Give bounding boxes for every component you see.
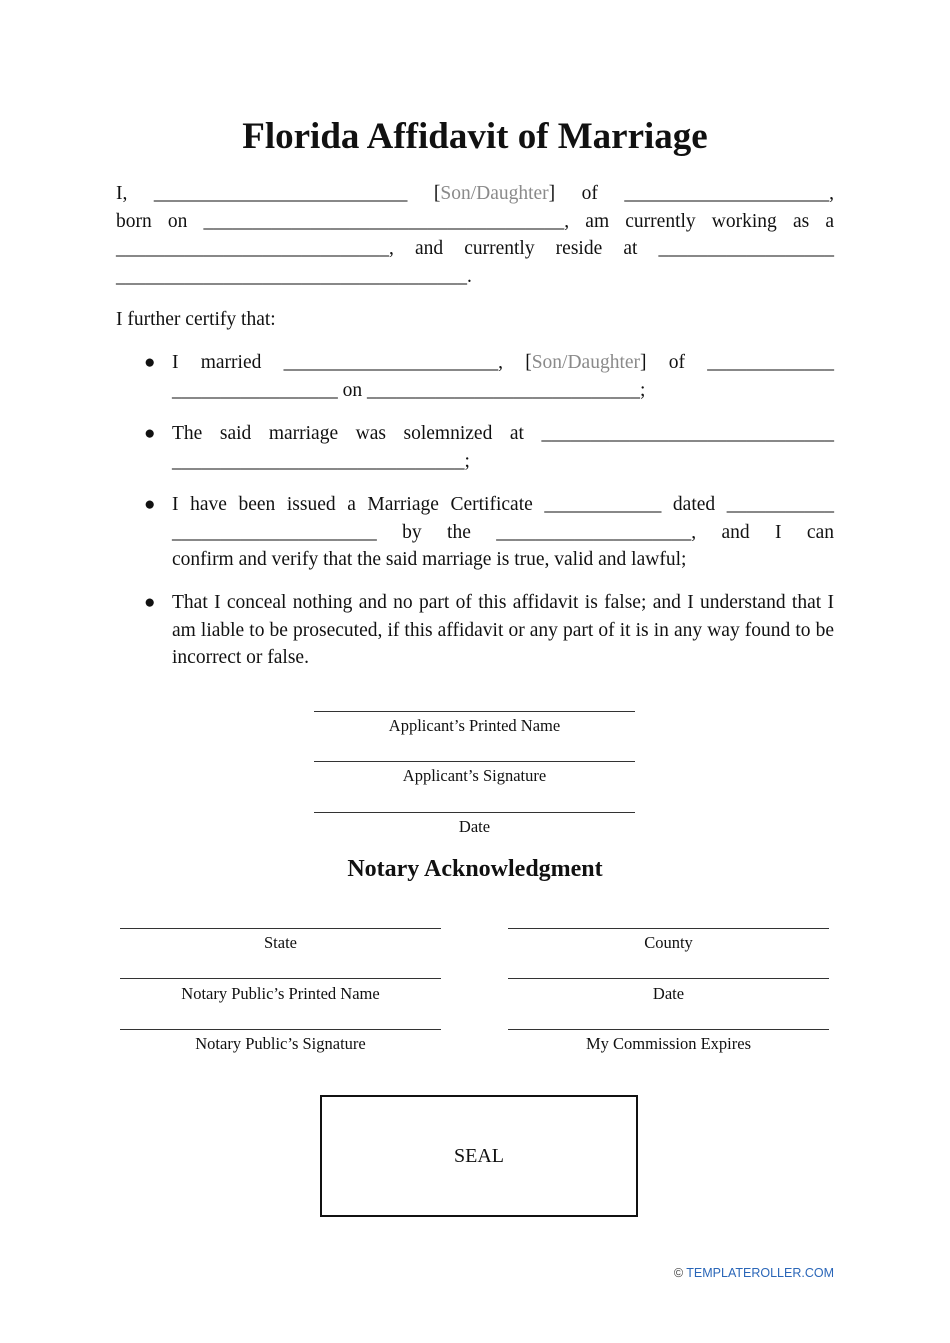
- notary-date-line[interactable]: [508, 978, 829, 979]
- notary-county-line[interactable]: [508, 928, 829, 929]
- applicant-date-line[interactable]: [314, 812, 635, 813]
- notary-printed-name-line[interactable]: [120, 978, 441, 979]
- notary-state-label: State: [264, 933, 297, 952]
- intro-line-4: ____________________________________.: [116, 265, 472, 287]
- seal-box: [320, 1095, 638, 1217]
- notary-date-label: Date: [652, 984, 685, 1003]
- bullet-icon: ●: [144, 592, 156, 613]
- notary-commission-label: My Commission Expires: [585, 1034, 751, 1053]
- bullet-solemnized: The said marriage was solemnized at ______________________________ ______________________________;: [172, 423, 834, 472]
- bullet-conceal-nothing: That I conceal nothing and no part of this affidavit is false; and I understand that I am liable to be prosecuted, if this affidavit or any part of it is in any way found to be incorrect or false.: [172, 592, 834, 668]
- document-title: Florida Affidavit of Marriage: [242, 116, 708, 157]
- bullet-certificate: I have been issued a Marriage Certificate ____________ dated ___________ _____________________ by the ____________________, and I can confirm and verify that the said marriage is true, valid and lawful;: [172, 494, 834, 570]
- intro-line-3: ____________________________, and currently reside at __________________: [116, 238, 834, 259]
- notary-commission-line[interactable]: [508, 1029, 829, 1030]
- bullet-icon: ●: [144, 494, 156, 515]
- applicant-printed-name-line[interactable]: [314, 711, 635, 712]
- notary-printed-name-label: Notary Public’s Printed Name: [181, 984, 380, 1003]
- bullet-icon: ●: [144, 423, 156, 444]
- applicant-signature-line[interactable]: [314, 761, 635, 762]
- intro-line-1: I, __________________________ [Son/Daughter] of _____________________,: [116, 183, 835, 204]
- son-daughter-hint: Son/Daughter: [531, 352, 641, 373]
- seal-label: SEAL: [454, 1144, 504, 1167]
- intro-line-2: born on _____________________________________, am currently working as a: [116, 210, 834, 232]
- intro-paragraph: [116, 180, 834, 290]
- bullet-icon: ●: [144, 352, 156, 373]
- notary-state-line[interactable]: [120, 928, 441, 929]
- footer-credit: [674, 1266, 834, 1280]
- footer-brand-link[interactable]: TEMPLATEROLLER.COM: [686, 1266, 834, 1280]
- son-daughter-hint: Son/Daughter: [440, 183, 549, 204]
- notary-signature-line[interactable]: [120, 1029, 441, 1030]
- applicant-date-label: Date: [458, 817, 491, 836]
- notary-title: Notary Acknowledgment: [347, 856, 603, 882]
- copyright-icon: ©: [673, 1266, 684, 1280]
- notary-county-label: County: [644, 933, 693, 952]
- certify-label: I further certify that:: [116, 309, 276, 330]
- bullet-marriage: I married ______________________, [Son/Daughter] of _____________ _________________ on ____________________________;: [172, 352, 834, 401]
- applicant-printed-name-label: Applicant’s Printed Name: [388, 716, 561, 735]
- notary-signature-label: Notary Public’s Signature: [195, 1034, 366, 1053]
- applicant-signature-label: Applicant’s Signature: [402, 766, 547, 785]
